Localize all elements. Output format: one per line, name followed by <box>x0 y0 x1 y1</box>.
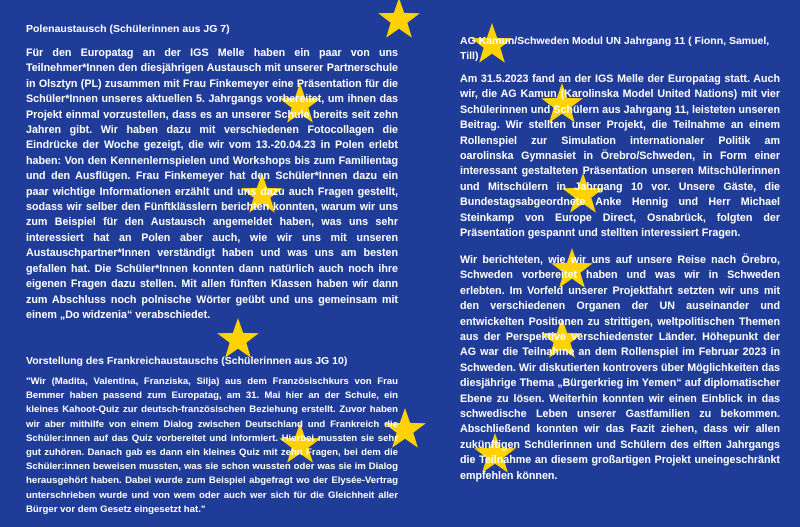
star-icon <box>217 318 259 358</box>
section-heading-kamun-sweden: AG Kamun/Schweden Modul UN Jahrgang 11 ( Fionn, Samuel, Till) <box>460 35 770 62</box>
section-text-kamun-report: Wir berichteten, wie wir uns auf unsere Reise nach Örebro, Schweden vorbereitet haben und was wir in Schweden erlebten. Im Vorfeld unserer Projektfahrt setzten wir uns mit den verschiedenen Organen der UN auseinander und entwickelten Positionen zu strittigen, weltpolitischen Themen aus der Perspektive verschiedenster Länder. Höhepunkt der AG war die Teilnahme an dem Rollenspiel im Februar 2023 in Schweden. Wir diskutierten kontrovers über Möglichkeiten das diesjährige Thema „Bürgerkrieg im Yemen“ auf diplomatischer Ebene zu lösen. Weiterhin konnten wir einen Einblick in das schwedische Leben unserer Gastfamilien zu bekommen. Abschließend konnten wir das Fazit ziehen, dass wir allen zukünftigen Schülerinnen und Schülern des elften Jahrgangs die Teilnahme an diesem großartigen Projekt uneingeschränkt empfehlen können. <box>460 254 780 482</box>
section-heading-poland-exchange: Polenaustausch (Schülerinnen aus JG 7) <box>26 23 230 35</box>
section-text-kamun-intro: Am 31.5.2023 fand an der IGS Melle der Europatag statt. Auch wir, die AG Kamun (Karolinska Model United Nations) mit vier Schülerinnen und Schülern aus Jahrgang 11, leisteten unseren Beitrag. Wir stellten unser Projekt, die Teilnahme an einem Rollenspiel zur Simulation internationaler Politik am oarolinska Gymnasiet in Örebro/Schweden, in Form einer interessant gestalteten Präsentation unseren Mitschülerinnen und Mitschülern in Jahrgang 10 vor. Unsere Gäste, die Bundestagsabgeordnete Anke Hennig und Herr Michael Steinkamp von Europe Direct, Osnabrück, folgten der Präsentation gespannt und stellten interessiert Fragen. <box>460 73 780 240</box>
section-text-france-exchange: "Wir (Madita, Valentina, Franziska, Silja) aus dem Französischkurs von Frau Bemmer haben passend zum Europatag, am 31. Mai hier an der Schule, ein kleines Kahoot-Quiz zur deutsch-französischen Beziehung erstellt. Zuvor haben wir aber mithilfe von einem Dialog zwischen Deutschland und Frankreich die Schüler:innen auf das Quiz vorbereitet und informiert. Hierbei mussten sie sehr gut zuhören. Danach gab es dann ein kleines Quiz mit zehn Fragen, bei dem die Schüler:innen beweisen mussten, was sie schon wussten oder was sie im Dialog herausgehört haben. Dabei wurde zum Beispiel abgefragt wo der Elysée-Vertrag unterschrieben wurde und von wem oder auch wer sich für die Gleichheit aller Bürger vor dem Gesetz eingesetzt hat." <box>26 376 398 515</box>
section-text-poland-exchange: Für den Europatag an der IGS Melle haben ein paar von uns Teilnehmer*Innen den diesjährigen Austausch mit unserer Partnerschule in Olsztyn (PL) zusammen mit Frau Finkemeyer eine Präsentation für die Schüler*Innen unseres aktuellen 5. Jahrgangs vorbereitet, um ihnen das Projekt einmal vorzustellen, dass es an unserer Schule bereits seit zehn Jahren gibt. Wir haben dazu mit verschiedenen Fotocollagen die Eindrücke der Woche gezeigt, die wir vom 13.-20.04.23 in Polen erlebt haben: Von den Kennenlernspielen und Workshops bis zum Familientag und den Ausflügen. Frau Finkemeyer hat den Schüler*Innen dazu ein paar wichtige Informationen erzählt und uns dazu auch Fragen gestellt, sodass wir selber den Fünftklässlern berichten konnten, warum wir uns zum Beispiel für den Austausch angemeldet haben, was uns sehr interessiert hat an Polen aber auch, wie wir uns mit unseren Austauschpartner*Innen verständigt haben und was uns am besten gefallen hat. Die Schüler*Innen konnten dann natürlich auch noch ihre eigenen Fragen dazu stellen. Mit allen fünften Klassen haben wir dann zum Abschluss noch polnische Wörter geübt und uns gemeinsam mit einem „Do widzenia“ verabschiedet. <box>26 47 398 321</box>
section-heading-france-exchange: Vorstellung des Frankreichaustauschs (Schülerinnen aus JG 10) <box>26 355 348 367</box>
